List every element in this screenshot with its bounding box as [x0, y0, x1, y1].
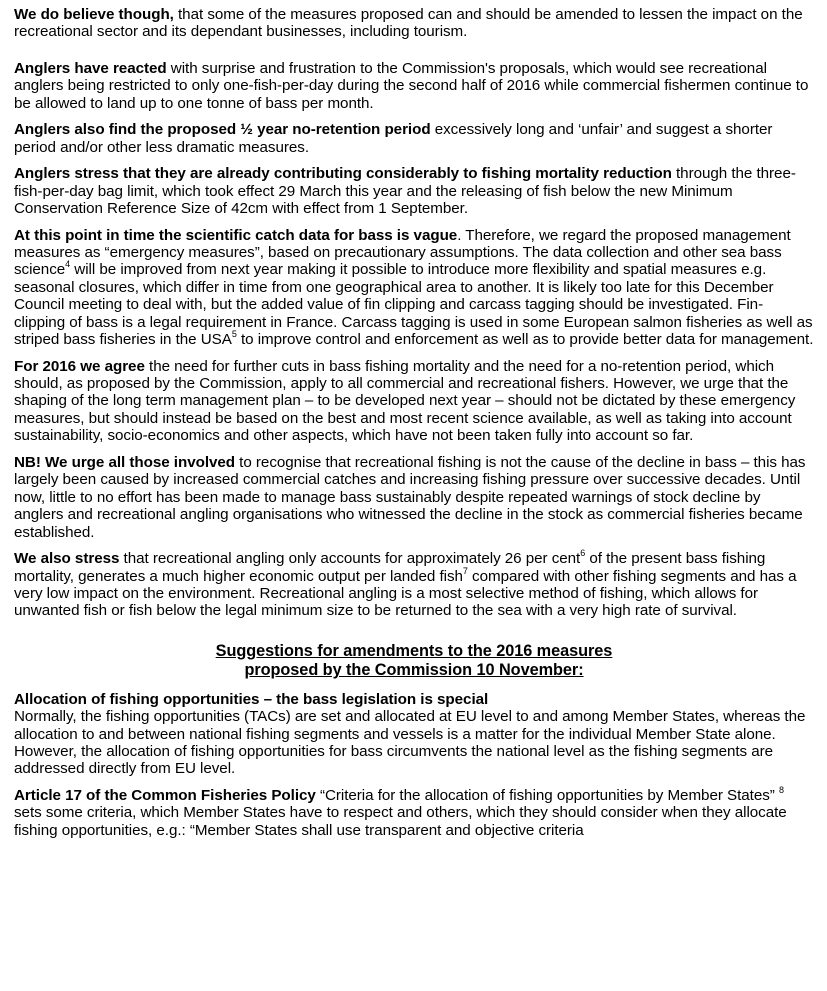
paragraph-lead: We do believe though,	[14, 6, 174, 23]
paragraph-text: sets some criteria, which Member States have to respect and others, which they should consider when they allocate fishing opportunities, e.g.: “Member States shall use transparent and objective criteria	[14, 804, 787, 839]
paragraph-text: . Therefore, we regard the proposed management measures as “emergency measures”, based on precautionary assumptions. The data collection and other sea bass science	[14, 226, 791, 279]
paragraph-text: Normally, the fishing opportunities (TACs) are set and allocated at EU level to and among Member States, whereas the allocation to and between national fishing segments and vessels is a matter for the individual Member State alone. However, the allocation of fishing opportunities for bass circumvents the national level as the fishing segments are addressed directly from EU level.	[14, 708, 806, 778]
paragraph-allocation	[14, 691, 814, 778]
paragraph-anglers-reacted	[14, 60, 814, 112]
footnote-ref-5: 5	[231, 329, 237, 340]
paragraph-nb-urge	[14, 454, 814, 541]
paragraph-lead: Anglers have reacted	[14, 59, 167, 77]
section-heading-line: proposed by the Commission 10 November:	[244, 661, 584, 680]
paragraph-lead: Anglers stress that they are already contributing considerably to fishing mortality reduction	[14, 165, 672, 183]
paragraph-text: to improve control and enforcement as well as to provide better data for management.	[236, 331, 814, 349]
paragraph-mortality-reduction	[14, 165, 814, 217]
paragraph-lead: For 2016 we agree	[14, 357, 145, 375]
paragraph-lead: We also stress	[14, 550, 120, 568]
paragraph-article-17	[14, 784, 814, 839]
paragraph-scientific-data	[14, 227, 814, 349]
paragraph-lead: NB! We urge all those involved	[14, 453, 236, 471]
paragraph-lead: Anglers also find the proposed ½ year no-retention period	[14, 121, 431, 139]
section-heading	[14, 642, 814, 681]
section-heading-line: Suggestions for amendments to the 2016 measures	[215, 641, 613, 660]
paragraph-text: the need for further cuts in bass fishing mortality and the need for a no-retention period, which should, as proposed by the Commission, apply to all commercial and recreational fishers. However, we urge that the shaping of the long term management plan – to be developed next year – should not be dictated by these emergency measures, but should instead be based on the best and most recent science available, as well as taking into account sustainability, socio-economics and other aspects, which have not been taken fully into account so far.	[14, 357, 796, 445]
paragraph-2016-agreement	[14, 358, 814, 445]
paragraph-subheading: Allocation of fishing opportunities – the bass legislation is special	[14, 690, 489, 708]
paragraph-no-retention-period	[14, 121, 814, 156]
paragraph-text: excessively long and ‘unfair’ and suggest a shorter period and/or other less dramatic measures.	[14, 121, 773, 156]
paragraph-text: that recreational angling only accounts for approximately 26 per cent	[119, 550, 581, 568]
footnote-ref-7: 7	[462, 565, 468, 576]
paragraph-text: that some of the measures proposed can and should be amended to lessen the impact on the recreational sector and its dependant businesses, including tourism.	[14, 6, 803, 41]
paragraph-text: “Criteria for the allocation of fishing opportunities by Member States”	[315, 786, 779, 804]
footnote-ref-4: 4	[65, 259, 71, 270]
paragraph-lead: At this point in time the scientific catch data for bass is vague	[14, 226, 458, 244]
document-page	[14, 6, 814, 848]
paragraph-text: will be improved from next year making it possible to introduce more flexibility and spatial measures e.g. seasonal closures, which differ in time from one geographical area to another. It is likely too late for this December Council meeting to deal with, but the added value of fin clipping and carcass tagging should be investigated. Fin-clipping of bass is a legal requirement in France. Carcass tagging is used in some European salmon fisheries as well as striped bass fisheries in the USA	[14, 261, 813, 349]
paragraph-text: compared with other fishing segments and has a very low impact on the environment. Recreational angling is a most selective method of fishing, which allows for unwanted fish or fish below the legal minimum size to be returned to the sea with a very high rate of survival.	[14, 567, 797, 620]
paragraph-text: to recognise that recreational fishing is not the cause of the decline in bass – this has largely been caused by increased commercial catches and increasing fishing pressure over successive decades. Until now, little to no effort has been made to manage bass sustainably despite repeated warnings of stock decline by anglers and recreational angling organisations who witnessed the decline in the stock as commercial fisheries became established.	[14, 453, 806, 541]
paragraph-text: through the three-fish-per-day bag limit, which took effect 29 March this year and the releasing of fish below the new Minimum Conservation Reference Size of 42cm with effect from 1 September.	[14, 165, 796, 218]
paragraph-lead: Article 17 of the Common Fisheries Policy	[14, 786, 316, 804]
paragraph-text: with surprise and frustration to the Commission's proposals, which would see recreational anglers being restricted to only one-fish-per-day during the second half of 2016 while commercial fishermen continue to be allowed to land up to one tonne of bass per month.	[14, 59, 809, 112]
footnote-ref-6: 6	[580, 548, 586, 559]
paragraph-text: of the present bass fishing mortality, generates a much higher economic output per landed fish	[14, 550, 766, 585]
paragraph-also-stress	[14, 550, 814, 620]
footnote-ref-8: 8	[778, 784, 784, 795]
paragraph-amendments-belief	[14, 6, 814, 41]
